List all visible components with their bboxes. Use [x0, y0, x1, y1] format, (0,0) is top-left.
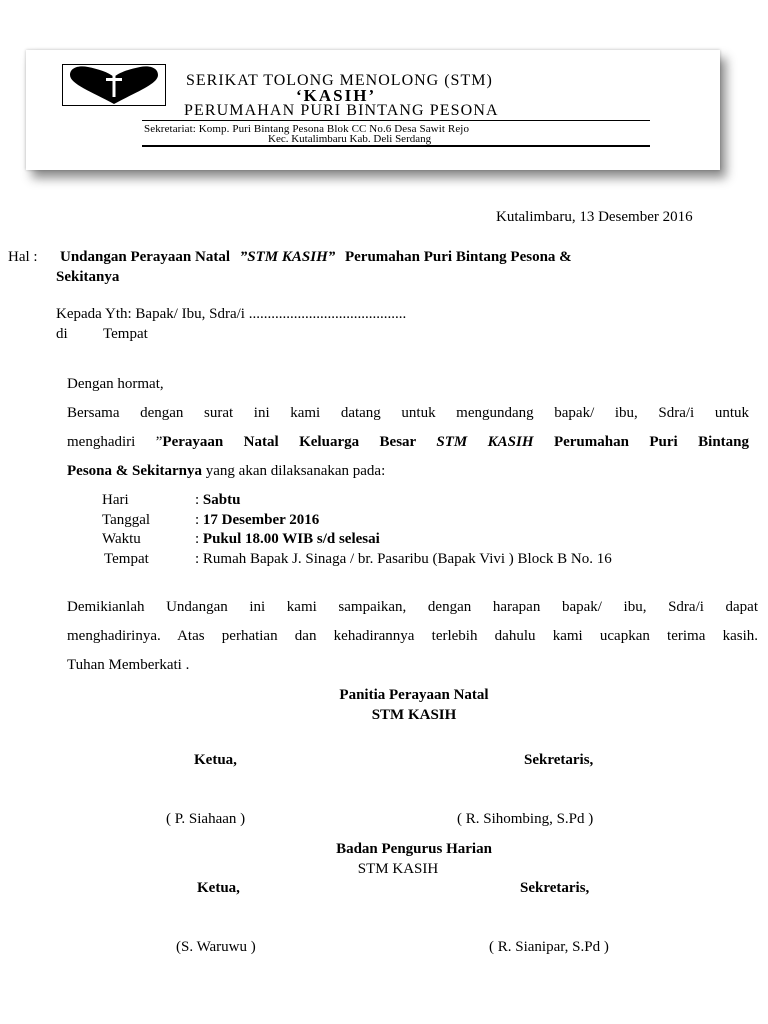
- board-chair-name: (S. Waruwu ): [176, 939, 256, 955]
- org-housing-line: PERUMAHAN PURI BINTANG PESONA: [184, 102, 499, 119]
- detail-label-date: Tanggal: [102, 512, 151, 528]
- greeting: Dengan hormat,: [67, 376, 164, 392]
- committee-secretary-label: Sekretaris,: [524, 752, 594, 768]
- closing-blessing: Tuhan Memberkati .: [67, 657, 190, 673]
- detail-value-day: [195, 491, 240, 510]
- detail-date: 17 Desember 2016: [202, 512, 320, 528]
- recipient-di: di: [56, 326, 68, 342]
- subject-part1: Undangan Perayaan Natal: [60, 249, 231, 265]
- detail-sep: :: [195, 492, 203, 508]
- detail-label-time: Waktu: [102, 531, 141, 547]
- detail-label-day: Hari: [102, 492, 129, 508]
- paragraph1-line1: Bersama dengan surat ini kami datang untuk mengundang bapak/ ibu, Sdra/i untuk: [67, 405, 749, 421]
- detail-label-place: Tempat: [104, 551, 149, 567]
- board-chair-label: Ketua,: [197, 880, 240, 896]
- org-kasih-line: ‘KASIH’: [296, 86, 377, 105]
- p1-line2-a: menghadiri ”: [67, 434, 163, 450]
- detail-day: Sabtu: [202, 492, 241, 508]
- secretariat-address: Sekretariat: Komp. Puri Bintang Pesona Blok CC No.6 Desa Sawit Rejo: [144, 123, 470, 135]
- detail-sep: :: [195, 512, 203, 528]
- subject-label: Hal :: [8, 249, 38, 265]
- detail-time: Pukul 18.00 WIB s/d selesai: [202, 531, 380, 547]
- paragraph1-line3: [67, 462, 385, 481]
- board-title: Badan Pengurus Harian: [336, 841, 492, 857]
- p1-line3-a: Pesona & Sekitarnya: [67, 463, 202, 479]
- committee-chair-label: Ketua,: [194, 752, 237, 768]
- closing-line2: menghadirinya. Atas perhatian dan kehadirannya terlebih dahulu kami ucapkan terima kasih.: [67, 628, 758, 644]
- subject-part3: Perumahan Puri Bintang Pesona &: [344, 249, 572, 265]
- detail-sep: :: [195, 531, 203, 547]
- detail-sep: :: [195, 551, 203, 567]
- detail-place: Rumah Bapak J. Sinaga / br. Pasaribu (Bapak Vivi ) Block B No. 16: [202, 551, 612, 567]
- recipient-place: Tempat: [103, 326, 148, 342]
- committee-chair-name: ( P. Siahaan ): [166, 811, 246, 827]
- p1-line2-b: Perayaan Natal Keluarga Besar: [162, 434, 437, 450]
- detail-value-place: [195, 550, 612, 569]
- letter-date: Kutalimbaru, 13 Desember 2016: [496, 209, 693, 225]
- p1-line2-c: STM KASIH: [436, 434, 534, 450]
- letterhead-rule-bottom: [142, 145, 650, 147]
- detail-value-time: [195, 530, 380, 549]
- p1-line3-b: yang akan dilaksanakan pada:: [202, 463, 386, 479]
- detail-value-date: [195, 511, 319, 530]
- p1-line2-d: Perumahan Puri Bintang: [533, 434, 750, 450]
- committee-title: Panitia Perayaan Natal: [339, 687, 489, 703]
- letterhead: [26, 50, 720, 170]
- board-org: STM KASIH: [357, 861, 439, 877]
- committee-secretary-name: ( R. Sihombing, S.Pd ): [457, 811, 594, 827]
- heart-cross-logo-icon: [62, 64, 166, 106]
- paragraph1-line2: [67, 433, 749, 452]
- district-address: Kec. Kutalimbaru Kab. Deli Serdang: [268, 133, 432, 145]
- subject-line: [60, 248, 572, 267]
- org-name-line: SERIKAT TOLONG MENOLONG (STM): [186, 72, 493, 89]
- board-secretary-label: Sekretaris,: [520, 880, 590, 896]
- recipient-line: Kepada Yth: Bapak/ Ibu, Sdra/i ..........................................: [56, 306, 407, 322]
- committee-org: STM KASIH: [371, 707, 457, 723]
- letterhead-rule-top: [142, 120, 650, 121]
- closing-line1: Demikianlah Undangan ini kami sampaikan, dengan harapan bapak/ ibu, Sdra/i dapat: [67, 599, 758, 615]
- board-secretary-name: ( R. Sianipar, S.Pd ): [489, 939, 609, 955]
- subject-part2: ”STM KASIH”: [239, 249, 336, 265]
- subject-line2: Sekitanya: [56, 269, 120, 285]
